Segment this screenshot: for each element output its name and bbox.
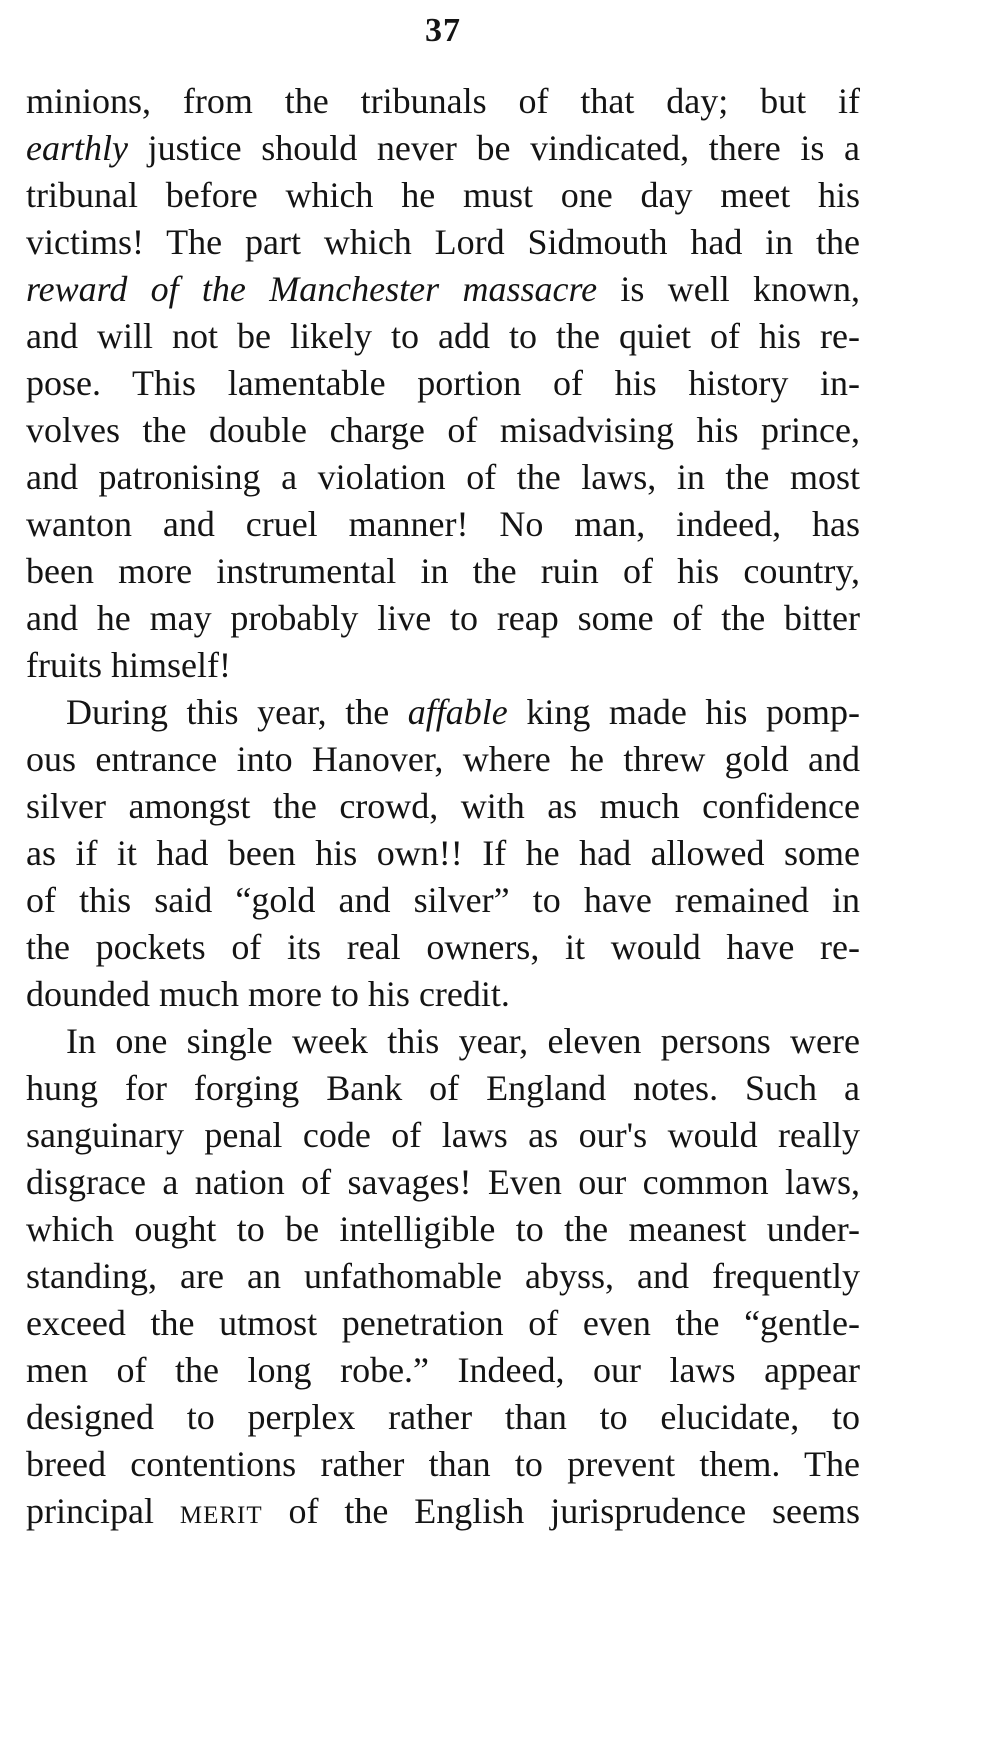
text-segment: which ought to be intelligible to the meanest under- [26, 1209, 860, 1249]
text-segment: In one single week this year, eleven persons were [66, 1021, 860, 1061]
text-segment: hung for forging Bank of England notes. Such a [26, 1068, 860, 1108]
text-segment: victims! The part which Lord Sidmouth had in the [26, 222, 860, 262]
text-line [26, 689, 860, 736]
text-segment: ous entrance into Hanover, where he threw gold and [26, 739, 860, 779]
text-segment: as if it had been his own!! If he had allowed some [26, 833, 860, 873]
text-line [26, 313, 860, 360]
text-line [26, 783, 860, 830]
text-line [26, 1441, 860, 1488]
text-line [26, 877, 860, 924]
text-segment: sanguinary penal code of laws as our's would really [26, 1115, 860, 1155]
text-segment: and he may probably live to reap some of the bitter [26, 598, 860, 638]
text-line [26, 1112, 860, 1159]
text-segment: volves the double charge of misadvising his prince, [26, 410, 860, 450]
text-line [26, 924, 860, 971]
text-segment: is well known, [597, 269, 860, 309]
text-segment: principal [26, 1491, 180, 1531]
text-segment: of this said “gold and silver” to have remained in [26, 880, 860, 920]
text-line [26, 1300, 860, 1347]
text-line [26, 219, 860, 266]
text-segment: of the English jurisprudence seems [262, 1491, 860, 1531]
text-segment: wanton and cruel manner! No man, indeed, has [26, 504, 860, 544]
text-segment: and will not be likely to add to the quiet of his re- [26, 316, 860, 356]
text-line [26, 1488, 860, 1535]
text-segment: men of the long robe.” Indeed, our laws appear [26, 1350, 860, 1390]
text-segment: and patronising a violation of the laws, in the most [26, 457, 860, 497]
text-line [26, 1253, 860, 1300]
text-line [26, 360, 860, 407]
text-line [26, 830, 860, 877]
text-segment: standing, are an unfathomable abyss, and frequently [26, 1256, 860, 1296]
text-line [26, 1018, 860, 1065]
text-segment: designed to perplex rather than to elucidate, to [26, 1397, 860, 1437]
text-segment: the pockets of its real owners, it would have re- [26, 927, 860, 967]
text-line [26, 78, 860, 125]
italic-text: affable [407, 692, 508, 732]
text-line [26, 642, 860, 689]
text-line [26, 1065, 860, 1112]
text-line [26, 407, 860, 454]
text-segment: fruits himself! [26, 645, 231, 685]
text-segment: justice should never be vindicated, there is a [127, 128, 860, 168]
text-line [26, 125, 860, 172]
italic-text: reward of the Manchester massacre [26, 269, 598, 309]
text-line [26, 454, 860, 501]
text-segment: breed contentions rather than to prevent them. The [26, 1444, 860, 1484]
text-segment: exceed the utmost penetration of even the “gentle- [26, 1303, 860, 1343]
text-line [26, 266, 860, 313]
text-segment: dounded much more to his credit. [26, 974, 510, 1014]
text-line [26, 595, 860, 642]
body-text [26, 78, 860, 1535]
text-line [26, 1394, 860, 1441]
text-line [26, 501, 860, 548]
text-segment: silver amongst the crowd, with as much confidence [26, 786, 860, 826]
text-line [26, 736, 860, 783]
text-segment: king made his pomp- [507, 692, 860, 732]
text-line [26, 548, 860, 595]
text-segment: minions, from the tribunals of that day; but if [26, 81, 860, 121]
small-caps-text: merit [179, 1491, 263, 1531]
text-line [26, 1347, 860, 1394]
text-line [26, 1206, 860, 1253]
text-segment: disgrace a nation of savages! Even our common laws, [26, 1162, 860, 1202]
text-segment: pose. This lamentable portion of his history in- [26, 363, 860, 403]
text-line [26, 1159, 860, 1206]
page-number: 37 [425, 12, 461, 49]
italic-text: earthly [26, 128, 128, 168]
text-line [26, 971, 860, 1018]
text-segment: tribunal before which he must one day meet his [26, 175, 860, 215]
text-line [26, 172, 860, 219]
text-segment: During this year, the [66, 692, 408, 732]
text-segment: been more instrumental in the ruin of his country, [26, 551, 860, 591]
